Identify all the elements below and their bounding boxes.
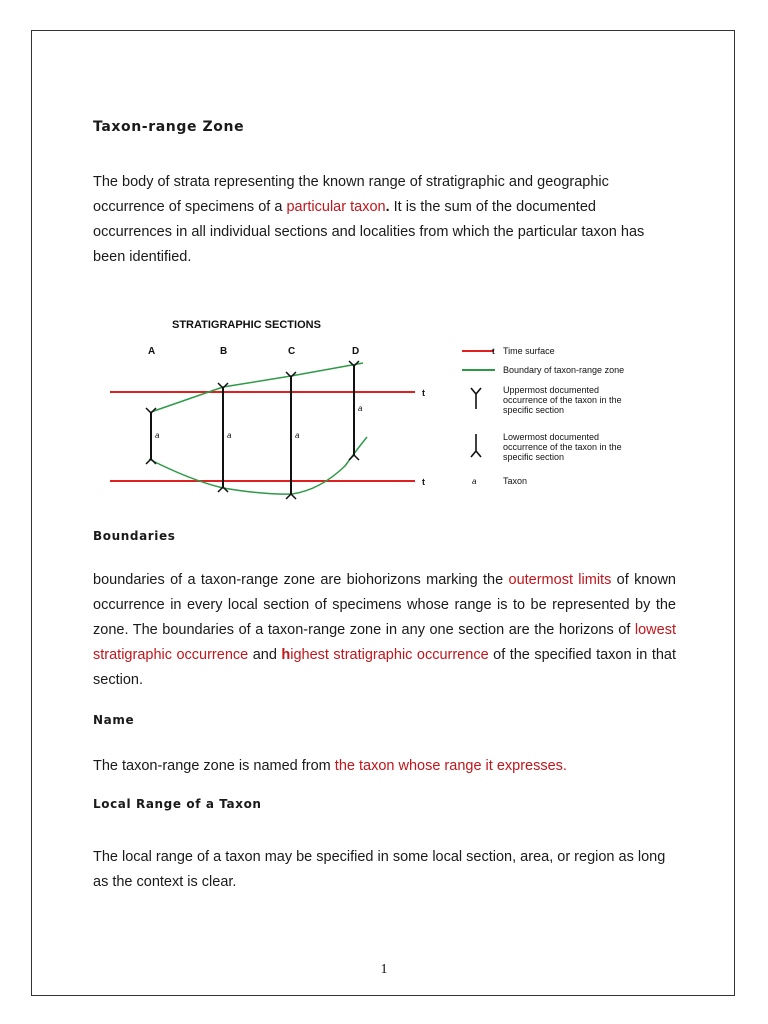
intro-highlight: particular taxon [286, 199, 386, 215]
zone-boundary-upper [151, 363, 363, 412]
taxon-label-c: a [295, 431, 300, 440]
boundaries-highlight-lowest: lowest stratigraphic occurrence [93, 622, 676, 663]
boundaries-highlight-highest: ighest stratigraphic occurrence [290, 647, 489, 663]
legend-lowermost-line-1: Lowermost documented [503, 432, 600, 442]
section-label-a: A [148, 346, 156, 357]
legend-taxon-symbol: a [472, 477, 477, 486]
boundaries-text-4: of the specified taxon in that section. [93, 647, 677, 688]
stratigraphic-figure [105, 308, 665, 503]
boundaries-text-1: boundaries of a taxon-range zone are biohorizons marking the [93, 572, 509, 588]
page-number: 1 [380, 962, 388, 977]
intro-paragraph [93, 170, 676, 270]
lowermost-marker-a [146, 459, 156, 464]
uppermost-marker-b [218, 383, 228, 388]
boundaries-highlight-h: h [281, 647, 291, 663]
boundaries-paragraph [93, 568, 676, 693]
local-range-heading: Local Range of a Taxon [93, 797, 262, 811]
legend-uppermost-line-1: Uppermost documented [503, 385, 600, 395]
legend-boundary-label: Boundary of taxon-range zone [503, 365, 625, 375]
name-highlight: the taxon whose range it expresses. [334, 758, 567, 774]
uppermost-marker-a [146, 408, 156, 413]
name-paragraph [93, 754, 676, 779]
figure-title: STRATIGRAPHIC SECTIONS [172, 319, 321, 331]
legend-uppermost-symbol [471, 388, 481, 409]
local-range-paragraph: The local range of a taxon may be specified in some local section, area, or region as long as the context is clear. [93, 849, 666, 890]
boundaries-highlight-outermost: outermost limits [508, 572, 612, 588]
section-label-b: B [220, 346, 228, 357]
name-heading: Name [93, 713, 135, 727]
legend-lowermost-line-2: occurrence of the taxon in the [503, 442, 622, 452]
name-text-1: The taxon-range zone is named from [93, 758, 335, 774]
legend-uppermost-line-2: occurrence of the taxon in the [503, 395, 622, 405]
time-surface-lower-label: t [422, 477, 425, 487]
intro-text-2: It is the sum of the documented occurrences in all individual sections and localities from which the particular taxon has been identified. [93, 199, 645, 265]
taxon-label-d: a [358, 404, 363, 413]
legend-time-surface-label: Time surface [503, 346, 555, 356]
legend-lowermost-line-3: specific section [503, 452, 565, 462]
boundaries-text-3: and [248, 647, 282, 663]
page-title: Taxon-range Zone [93, 119, 245, 135]
taxon-label-b: a [227, 431, 232, 440]
legend-lowermost-symbol [471, 434, 481, 457]
boundaries-text-2: of known occurrence in every local section of specimens whose range is to be represented by the zone. The boundaries of a taxon-range zone in any one section are the horizons of [93, 572, 676, 638]
intro-dot: . [385, 199, 390, 215]
section-label-d: D [352, 346, 360, 357]
legend-time-surface-t: t [492, 347, 495, 356]
section-label-c: C [288, 346, 296, 357]
lowermost-marker-d [349, 455, 359, 460]
boundaries-heading: Boundaries [93, 529, 176, 543]
intro-text-1: The body of strata representing the known range of stratigraphic and geographic occurrence of specimens of a [93, 174, 609, 215]
legend-uppermost-line-3: specific section [503, 405, 565, 415]
time-surface-upper-label: t [422, 388, 425, 398]
taxon-label-a: a [155, 431, 160, 440]
zone-boundary-lower [149, 437, 367, 494]
legend-taxon-label: Taxon [503, 476, 528, 486]
